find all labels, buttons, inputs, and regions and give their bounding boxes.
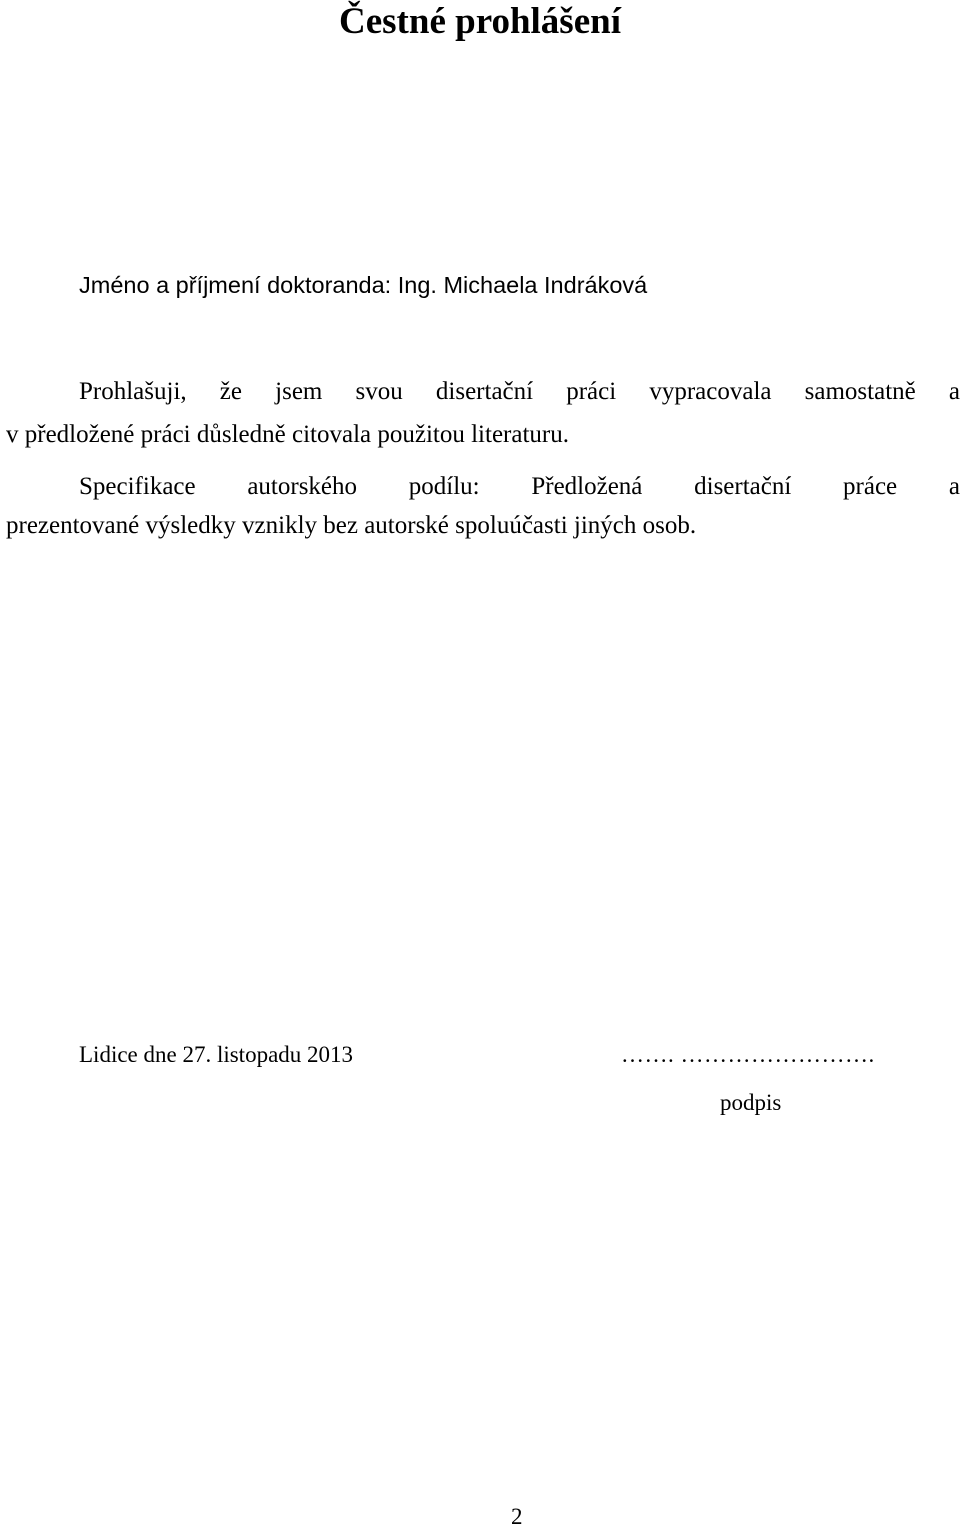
page-title: Čestné prohlášení [339, 1, 621, 42]
signature-label: podpis [720, 1090, 782, 1115]
place-and-date: Lidice dne 27. listopadu 2013 [79, 1042, 354, 1067]
declaration-line-1: Prohlašuji, že jsem svou disertační práci vypracovala samostatně a [79, 378, 960, 405]
declaration-line-2: v předložené práci důsledně citovala použitou literaturu. [6, 421, 569, 448]
doctoral-name-line: Jméno a příjmení doktoranda: Ing. Michaela Indráková [79, 272, 648, 298]
page-number: 2 [511, 1504, 523, 1529]
authorship-line-2: prezentované výsledky vznikly bez autorské spoluúčasti jiných osob. [6, 512, 697, 539]
signature-line: ……. ……………………. [621, 1042, 875, 1067]
authorship-line-1: Specifikace autorského podílu: Předložená disertační práce a [79, 473, 960, 500]
